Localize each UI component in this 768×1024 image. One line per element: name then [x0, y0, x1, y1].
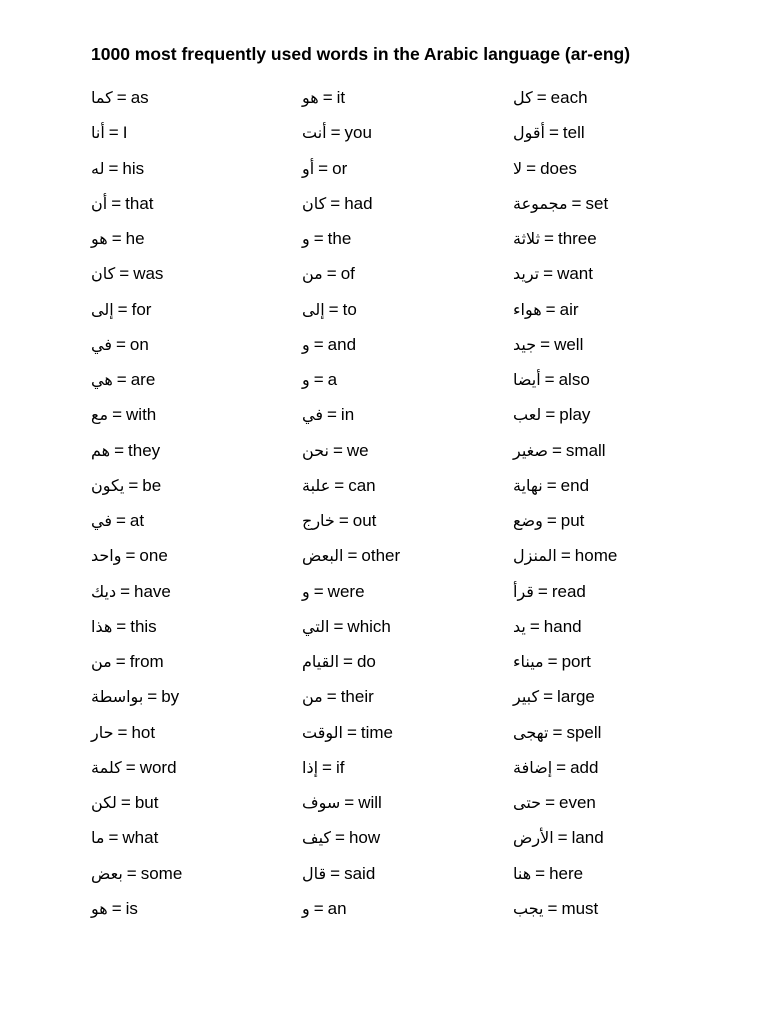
word-entry [513, 862, 723, 897]
word-entry [91, 685, 301, 720]
english-word: in [340, 405, 355, 425]
arabic-word: خارج [302, 511, 335, 530]
word-entry [91, 121, 301, 156]
english-word: are [130, 370, 156, 389]
arabic-word: سوف [302, 793, 341, 812]
english-word: with [126, 405, 157, 425]
equals-sign: = [332, 440, 343, 460]
word-entry [513, 227, 723, 262]
english-word: word [139, 757, 177, 777]
equals-sign: = [551, 440, 562, 460]
word-entry [91, 544, 301, 579]
english-word: that [125, 193, 154, 213]
word-entry [91, 650, 301, 685]
english-word: was [133, 264, 164, 284]
word-entry [513, 262, 723, 297]
arabic-word: في [302, 405, 323, 425]
word-entry [513, 474, 723, 509]
word-entry [91, 721, 301, 756]
english-word: his [122, 158, 145, 178]
equals-sign: = [343, 652, 353, 671]
word-entry [513, 615, 723, 650]
english-word: read [551, 581, 586, 601]
arabic-word: حار [91, 722, 114, 742]
arabic-word: أو [302, 158, 315, 178]
english-word: which [347, 616, 391, 636]
equals-sign: = [318, 158, 329, 178]
equals-sign: = [544, 229, 554, 248]
english-word: large [557, 687, 595, 707]
arabic-word: أنت [302, 123, 327, 143]
arabic-word: و [302, 898, 310, 918]
arabic-word: بواسطة [91, 687, 144, 707]
arabic-word: كان [302, 193, 327, 213]
equals-sign: = [544, 370, 555, 389]
arabic-word: الأرض [513, 828, 554, 848]
arabic-word: هواء [513, 299, 542, 319]
english-word: as [130, 88, 149, 107]
english-word: time [360, 722, 394, 742]
english-word: have [134, 581, 171, 601]
equals-sign: = [111, 193, 122, 213]
arabic-word: هو [91, 898, 108, 918]
equals-sign: = [112, 405, 123, 425]
english-word: each [550, 88, 588, 107]
arabic-word: و [302, 370, 310, 389]
equals-sign: = [313, 370, 324, 389]
word-entry [91, 298, 301, 333]
arabic-word: من [91, 652, 112, 671]
word-entry [302, 121, 512, 156]
arabic-word: و [302, 334, 310, 354]
english-word: one [139, 546, 168, 566]
equals-sign: = [119, 264, 130, 284]
word-entry [302, 86, 512, 121]
english-word: were [327, 581, 365, 601]
word-entry [302, 756, 512, 791]
english-word: must [561, 898, 599, 918]
arabic-word: لا [513, 158, 523, 178]
equals-sign: = [120, 793, 131, 812]
english-word: add [570, 757, 599, 777]
english-word: by [161, 687, 180, 707]
english-word: here [549, 863, 584, 883]
english-word: some [140, 863, 183, 883]
page-title: 1000 most frequently used words in the Arabic language (ar-eng) [91, 44, 631, 64]
word-entry [513, 333, 723, 368]
arabic-word: كلمة [91, 757, 122, 777]
equals-sign: = [556, 757, 567, 777]
arabic-word: من [302, 687, 323, 707]
equals-sign: = [313, 898, 324, 918]
equals-sign: = [535, 863, 546, 883]
english-word: well [554, 334, 584, 354]
equals-sign: = [313, 229, 324, 248]
word-entry [513, 298, 723, 333]
equals-sign: = [546, 475, 557, 495]
arabic-word: في [91, 334, 112, 354]
word-entry [91, 262, 301, 297]
arabic-word: كيف [302, 828, 332, 848]
equals-sign: = [529, 616, 540, 636]
equals-sign: = [543, 687, 554, 707]
english-word: but [134, 793, 159, 812]
english-word: port [561, 652, 591, 671]
word-entry [513, 580, 723, 615]
equals-sign: = [115, 334, 126, 354]
english-word: also [558, 370, 590, 389]
english-word: set [585, 193, 609, 213]
equals-sign: = [115, 652, 126, 671]
equals-sign: = [328, 299, 339, 319]
word-entry [302, 615, 512, 650]
word-entry [91, 86, 301, 121]
equals-sign: = [330, 193, 341, 213]
equals-sign: = [120, 581, 130, 601]
equals-sign: = [545, 405, 556, 425]
equals-sign: = [313, 334, 324, 354]
equals-sign: = [537, 581, 548, 601]
equals-sign: = [536, 88, 547, 107]
word-entry [513, 721, 723, 756]
arabic-word: كان [91, 264, 116, 284]
english-word: tell [562, 123, 585, 143]
equals-sign: = [346, 722, 357, 742]
word-entry [302, 721, 512, 756]
word-entry [91, 897, 301, 932]
english-word: three [557, 229, 597, 248]
equals-sign: = [545, 793, 555, 812]
english-word: how [348, 828, 381, 848]
word-entry [302, 580, 512, 615]
english-word: even [559, 793, 596, 812]
english-word: at [129, 511, 145, 530]
arabic-word: هنا [513, 863, 532, 883]
arabic-word: المنزل [513, 546, 557, 566]
equals-sign: = [333, 616, 344, 636]
english-word: hot [131, 722, 156, 742]
english-word: and [327, 334, 357, 354]
word-entry [91, 509, 301, 544]
english-word: small [565, 440, 606, 460]
word-entry [513, 157, 723, 192]
english-word: can [348, 475, 376, 495]
english-word: an [327, 898, 347, 918]
english-word: if [335, 757, 345, 777]
arabic-word: تهجى [513, 722, 549, 742]
english-word: he [125, 229, 145, 248]
equals-sign: = [111, 898, 122, 918]
arabic-word: قال [302, 863, 327, 883]
equals-sign: = [116, 616, 127, 636]
equals-sign: = [344, 793, 355, 812]
word-entry [513, 685, 723, 720]
arabic-word: و [302, 229, 310, 248]
word-entry [302, 368, 512, 403]
english-word: we [346, 440, 369, 460]
arabic-word: إلى [91, 299, 114, 319]
word-entry [91, 192, 301, 227]
arabic-word: وضع [513, 511, 543, 530]
equals-sign: = [526, 158, 537, 178]
equals-sign: = [115, 511, 126, 530]
word-entry [91, 403, 301, 438]
word-entry [302, 474, 512, 509]
equals-sign: = [330, 863, 341, 883]
arabic-word: هم [91, 440, 111, 460]
word-entry [302, 333, 512, 368]
english-word: this [130, 616, 157, 636]
word-entry [302, 298, 512, 333]
arabic-word: كبير [513, 687, 540, 707]
arabic-word: من [302, 264, 323, 284]
equals-sign: = [147, 687, 158, 707]
english-word: land [571, 828, 604, 848]
arabic-word: أيضا [513, 370, 541, 389]
equals-sign: = [545, 299, 556, 319]
english-word: what [122, 828, 159, 848]
equals-sign: = [108, 123, 119, 143]
word-entry [91, 227, 301, 262]
word-entry [513, 509, 723, 544]
equals-sign: = [543, 264, 554, 284]
equals-sign: = [313, 581, 324, 601]
word-entry [302, 157, 512, 192]
arabic-word: يكون [91, 475, 125, 495]
equals-sign: = [347, 546, 358, 566]
word-entry [91, 474, 301, 509]
equals-sign: = [126, 863, 137, 883]
english-word: out [352, 511, 377, 530]
english-word: air [559, 299, 579, 319]
equals-sign: = [547, 898, 558, 918]
word-entry [302, 509, 512, 544]
arabic-word: يجب [513, 898, 544, 918]
english-word: the [327, 229, 352, 248]
arabic-word: لكن [91, 793, 117, 812]
word-entry [513, 121, 723, 156]
word-entry [513, 368, 723, 403]
equals-sign: = [330, 123, 341, 143]
english-word: had [344, 193, 373, 213]
english-word: does [540, 158, 577, 178]
arabic-word: ميناء [513, 652, 544, 671]
english-word: they [128, 440, 161, 460]
english-word: be [142, 475, 162, 495]
arabic-word: علبة [302, 475, 331, 495]
equals-sign: = [125, 546, 136, 566]
arabic-word: نحن [302, 440, 329, 460]
english-word: home [574, 546, 618, 566]
word-entry [302, 262, 512, 297]
word-entry [91, 756, 301, 791]
equals-sign: = [552, 722, 563, 742]
word-entry [302, 897, 512, 932]
arabic-word: بعض [91, 863, 123, 883]
arabic-word: نهاية [513, 475, 543, 495]
english-word: a [327, 370, 338, 389]
word-entry [513, 650, 723, 685]
word-entry [302, 227, 512, 262]
arabic-word: هي [91, 370, 113, 389]
word-column-3 [513, 86, 723, 932]
word-entry [91, 157, 301, 192]
equals-sign: = [546, 511, 557, 530]
word-entry [513, 756, 723, 791]
word-entry [513, 791, 723, 826]
equals-sign: = [338, 511, 349, 530]
english-word: of [340, 264, 355, 284]
arabic-word: هو [302, 88, 319, 107]
arabic-word: البعض [302, 546, 344, 566]
english-word: you [344, 123, 372, 143]
word-entry [91, 615, 301, 650]
arabic-word: التي [302, 616, 330, 636]
arabic-word: تريد [513, 264, 540, 284]
english-word: to [342, 299, 357, 319]
equals-sign: = [547, 652, 558, 671]
arabic-word: ديك [91, 581, 117, 601]
equals-sign: = [114, 440, 125, 460]
equals-sign: = [540, 334, 551, 354]
english-word: from [129, 652, 164, 671]
word-entry [302, 862, 512, 897]
english-word: hand [543, 616, 582, 636]
word-entry [302, 403, 512, 438]
equals-sign: = [335, 828, 345, 848]
equals-sign: = [117, 299, 128, 319]
equals-sign: = [111, 229, 122, 248]
arabic-word: كما [91, 88, 113, 107]
english-word: end [560, 475, 590, 495]
arabic-word: مجموعة [513, 193, 568, 213]
word-entry [302, 439, 512, 474]
word-entry [302, 791, 512, 826]
arabic-word: أقول [513, 123, 545, 143]
word-entry [513, 544, 723, 579]
arabic-word: الوقت [302, 722, 343, 742]
equals-sign: = [116, 88, 127, 107]
word-entry [91, 580, 301, 615]
english-word: is [125, 898, 138, 918]
arabic-word: جيد [513, 334, 537, 354]
word-entry [513, 897, 723, 932]
english-word: other [361, 546, 401, 566]
english-word: put [560, 511, 585, 530]
word-entry [513, 403, 723, 438]
word-entry [91, 368, 301, 403]
arabic-word: إلى [302, 299, 325, 319]
arabic-word: ما [91, 828, 105, 848]
arabic-word: ثلاثة [513, 229, 541, 248]
english-word: spell [566, 722, 602, 742]
english-word: do [356, 652, 376, 671]
english-word: want [557, 264, 593, 284]
english-word: on [129, 334, 149, 354]
arabic-word: هو [91, 229, 108, 248]
word-entry [302, 192, 512, 227]
equals-sign: = [128, 475, 139, 495]
english-word: I [122, 123, 128, 143]
arabic-word: حتى [513, 793, 542, 812]
english-word: it [336, 88, 346, 107]
arabic-word: و [302, 581, 310, 601]
word-entry [302, 650, 512, 685]
arabic-word: كل [513, 88, 533, 107]
equals-sign: = [548, 123, 559, 143]
english-word: play [559, 405, 591, 425]
equals-sign: = [108, 828, 119, 848]
arabic-word: صغير [513, 440, 548, 460]
word-column-2 [302, 86, 512, 932]
word-entry [302, 544, 512, 579]
word-entry [91, 333, 301, 368]
arabic-word: أن [91, 193, 108, 213]
word-entry [91, 862, 301, 897]
arabic-word: له [91, 158, 105, 178]
word-entry [513, 826, 723, 861]
equals-sign: = [322, 88, 333, 107]
equals-sign: = [117, 722, 128, 742]
equals-sign: = [571, 193, 582, 213]
equals-sign: = [116, 370, 127, 389]
equals-sign: = [326, 687, 337, 707]
equals-sign: = [557, 828, 568, 848]
arabic-word: لعب [513, 405, 542, 425]
word-entry [302, 685, 512, 720]
word-entry [91, 439, 301, 474]
english-word: or [332, 158, 348, 178]
equals-sign: = [322, 757, 332, 777]
equals-sign: = [108, 158, 119, 178]
arabic-word: يد [513, 616, 526, 636]
arabic-word: هذا [91, 616, 113, 636]
word-entry [513, 439, 723, 474]
equals-sign: = [560, 546, 571, 566]
word-entry [513, 192, 723, 227]
english-word: their [340, 687, 374, 707]
english-word: said [344, 863, 376, 883]
equals-sign: = [326, 264, 337, 284]
arabic-word: مع [91, 405, 109, 425]
word-column-1 [91, 86, 301, 932]
english-word: will [358, 793, 382, 812]
word-entry [302, 826, 512, 861]
english-word: for [131, 299, 152, 319]
word-entry [91, 826, 301, 861]
arabic-word: أنا [91, 123, 105, 143]
arabic-word: واحد [91, 546, 122, 566]
word-entry [91, 791, 301, 826]
word-entry [513, 86, 723, 121]
arabic-word: في [91, 511, 112, 530]
arabic-word: قرأ [513, 581, 534, 601]
arabic-word: إضافة [513, 757, 553, 777]
arabic-word: القيام [302, 652, 340, 671]
equals-sign: = [125, 757, 136, 777]
equals-sign: = [326, 405, 337, 425]
equals-sign: = [334, 475, 345, 495]
arabic-word: إذا [302, 757, 319, 777]
